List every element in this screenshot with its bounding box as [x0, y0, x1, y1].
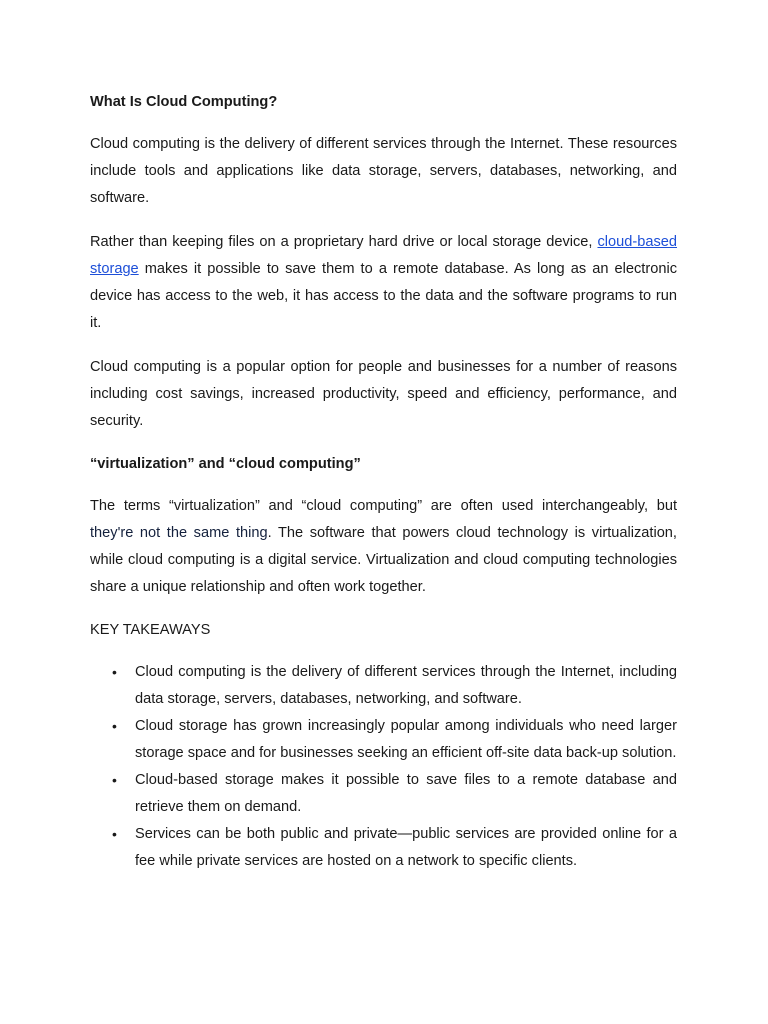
list-item — [90, 767, 677, 821]
virtualization-paragraph-text-before: The terms “virtualization” and “cloud computing” are often used interchangeably, but — [90, 498, 677, 514]
list-item-text: Cloud-based storage makes it possible to save files to a remote database and retrieve them on demand. — [135, 772, 677, 815]
list-item — [90, 821, 677, 875]
list-item-text: Cloud computing is the delivery of different services through the Internet, including data storage, servers, databases, networking, and software. — [135, 664, 677, 707]
virtualization-paragraph-text-after: . The software that powers cloud technology is virtualization, while cloud computing is a digital service. Virtualization and cloud computing technologies share a unique relationship and often work together. — [90, 525, 677, 595]
list-item — [90, 713, 677, 767]
storage-paragraph-text-after: makes it possible to save them to a remote database. As long as an electronic device has access to the web, it has access to the data and the software programs to run it. — [90, 261, 677, 331]
key-takeaways-list — [90, 659, 677, 875]
bullet-icon: • — [112, 664, 117, 680]
intro-paragraph: Cloud computing is the delivery of different services through the Internet. These resources include tools and applications like data storage, servers, databases, networking, and software. — [90, 136, 677, 206]
benefits-paragraph: Cloud computing is a popular option for people and businesses for a number of reasons including cost savings, increased productivity, speed and efficiency, performance, and security. — [90, 359, 677, 429]
cloud-based-storage-link[interactable]: cloud-based storage — [90, 234, 677, 277]
document-page — [90, 90, 677, 875]
bullet-icon: • — [112, 718, 117, 734]
not-same-thing-phrase: they're not the same thing — [90, 525, 268, 541]
virtualization-paragraph — [90, 493, 677, 601]
key-takeaways-heading: KEY TAKEAWAYS — [90, 622, 211, 638]
virtualization-subheading: “virtualization” and “cloud computing” — [90, 456, 361, 472]
storage-paragraph-text-before: Rather than keeping files on a proprietary hard drive or local storage device, — [90, 234, 598, 250]
page-title: What Is Cloud Computing? — [90, 94, 278, 110]
list-item-text: Services can be both public and private—public services are provided online for a fee while private services are hosted on a network to specific clients. — [135, 826, 677, 869]
list-item — [90, 659, 677, 713]
bullet-icon: • — [112, 826, 117, 842]
bullet-icon: • — [112, 772, 117, 788]
list-item-text: Cloud storage has grown increasingly popular among individuals who need larger storage space and for businesses seeking an efficient off-site data back-up solution. — [135, 718, 677, 761]
storage-paragraph — [90, 229, 677, 337]
